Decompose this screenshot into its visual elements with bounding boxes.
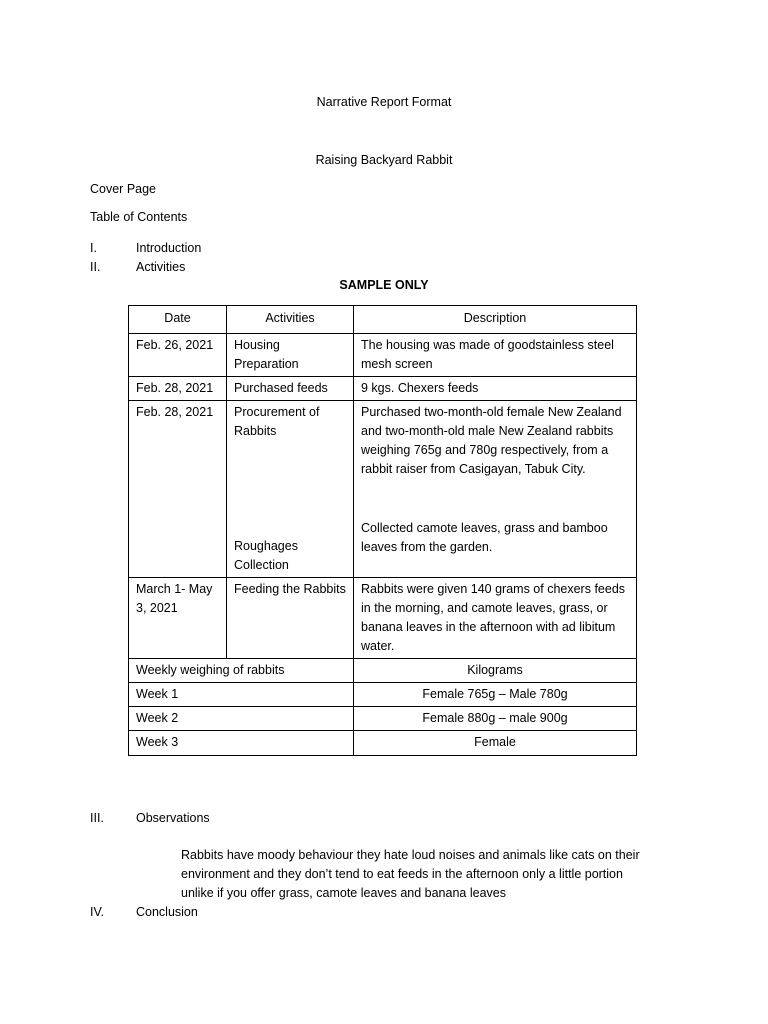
activity-cell: Feeding the Rabbits <box>227 578 354 659</box>
header-date: Date <box>129 306 227 334</box>
document-subtitle: Raising Backyard Rabbit <box>315 153 453 167</box>
activity-cell: Purchased feeds <box>227 377 354 401</box>
activity-procurement: Procurement of Rabbits <box>234 405 320 438</box>
table-row <box>129 578 637 659</box>
cover-page-label: Cover Page <box>90 182 157 196</box>
weighing-row <box>129 707 637 731</box>
week-cell: Week 2 <box>129 707 354 731</box>
description-cell: Rabbits were given 140 grams of chexers feeds in the morning, and camote leaves, grass, or banana leaves in the afternoon with ad libitum water. <box>354 578 637 659</box>
description-cell: The housing was made of goodstainless steel mesh screen <box>354 334 637 377</box>
activities-table <box>128 305 637 756</box>
description-roughages: Collected camote leaves, grass and bamboo leaves from the garden. <box>361 521 608 554</box>
activity-cell: Housing Preparation <box>227 334 354 377</box>
section-number: I. <box>90 241 97 255</box>
table-row <box>129 377 637 401</box>
document-heading: Narrative Report Format <box>316 95 452 109</box>
section-number: III. <box>90 811 104 825</box>
date-cell: Feb. 28, 2021 <box>129 377 227 401</box>
weighing-row <box>129 731 637 756</box>
weighing-row <box>129 683 637 707</box>
date-cell: Feb. 26, 2021 <box>129 334 227 377</box>
activity-roughages: Roughages Collection <box>234 539 298 572</box>
section-title-activities: Activities <box>136 260 186 274</box>
table-of-contents-label: Table of Contents <box>90 210 188 224</box>
weight-cell: Female <box>354 731 637 756</box>
activity-cell <box>227 401 354 578</box>
section-title-introduction: Introduction <box>136 241 202 255</box>
section-number: II. <box>90 260 101 274</box>
week-cell: Week 1 <box>129 683 354 707</box>
table-header-row <box>129 306 637 334</box>
weight-cell: Female 765g – Male 780g <box>354 683 637 707</box>
description-procurement: Purchased two-month-old female New Zealand and two-month-old male New Zealand rabbits weighing 765g and 780g respectively, from a rabbit raiser from Casigayan, Tabuk City. <box>361 405 622 476</box>
date-cell: March 1- May 3, 2021 <box>129 578 227 659</box>
weight-cell: Female 880g – male 900g <box>354 707 637 731</box>
description-cell <box>354 401 637 578</box>
date-cell: Feb. 28, 2021 <box>129 401 227 578</box>
week-cell: Week 3 <box>129 731 354 756</box>
description-cell: 9 kgs. Chexers feeds <box>354 377 637 401</box>
header-description: Description <box>354 306 637 334</box>
table-row <box>129 334 637 377</box>
sample-only-label: SAMPLE ONLY <box>339 278 429 292</box>
observations-paragraph: Rabbits have moody behaviour they hate loud noises and animals like cats on their environment and they don’t tend to eat feeds in the afternoon only a little portion unlike if you offer grass, camote leaves and banana leaves <box>181 848 640 900</box>
table-row <box>129 401 637 578</box>
header-activities: Activities <box>227 306 354 334</box>
section-title-conclusion: Conclusion <box>136 905 198 919</box>
weighing-label: Weekly weighing of rabbits <box>129 659 354 683</box>
weighing-unit: Kilograms <box>354 659 637 683</box>
weighing-header-row <box>129 659 637 683</box>
section-title-observations: Observations <box>136 811 210 825</box>
section-number: IV. <box>90 905 105 919</box>
